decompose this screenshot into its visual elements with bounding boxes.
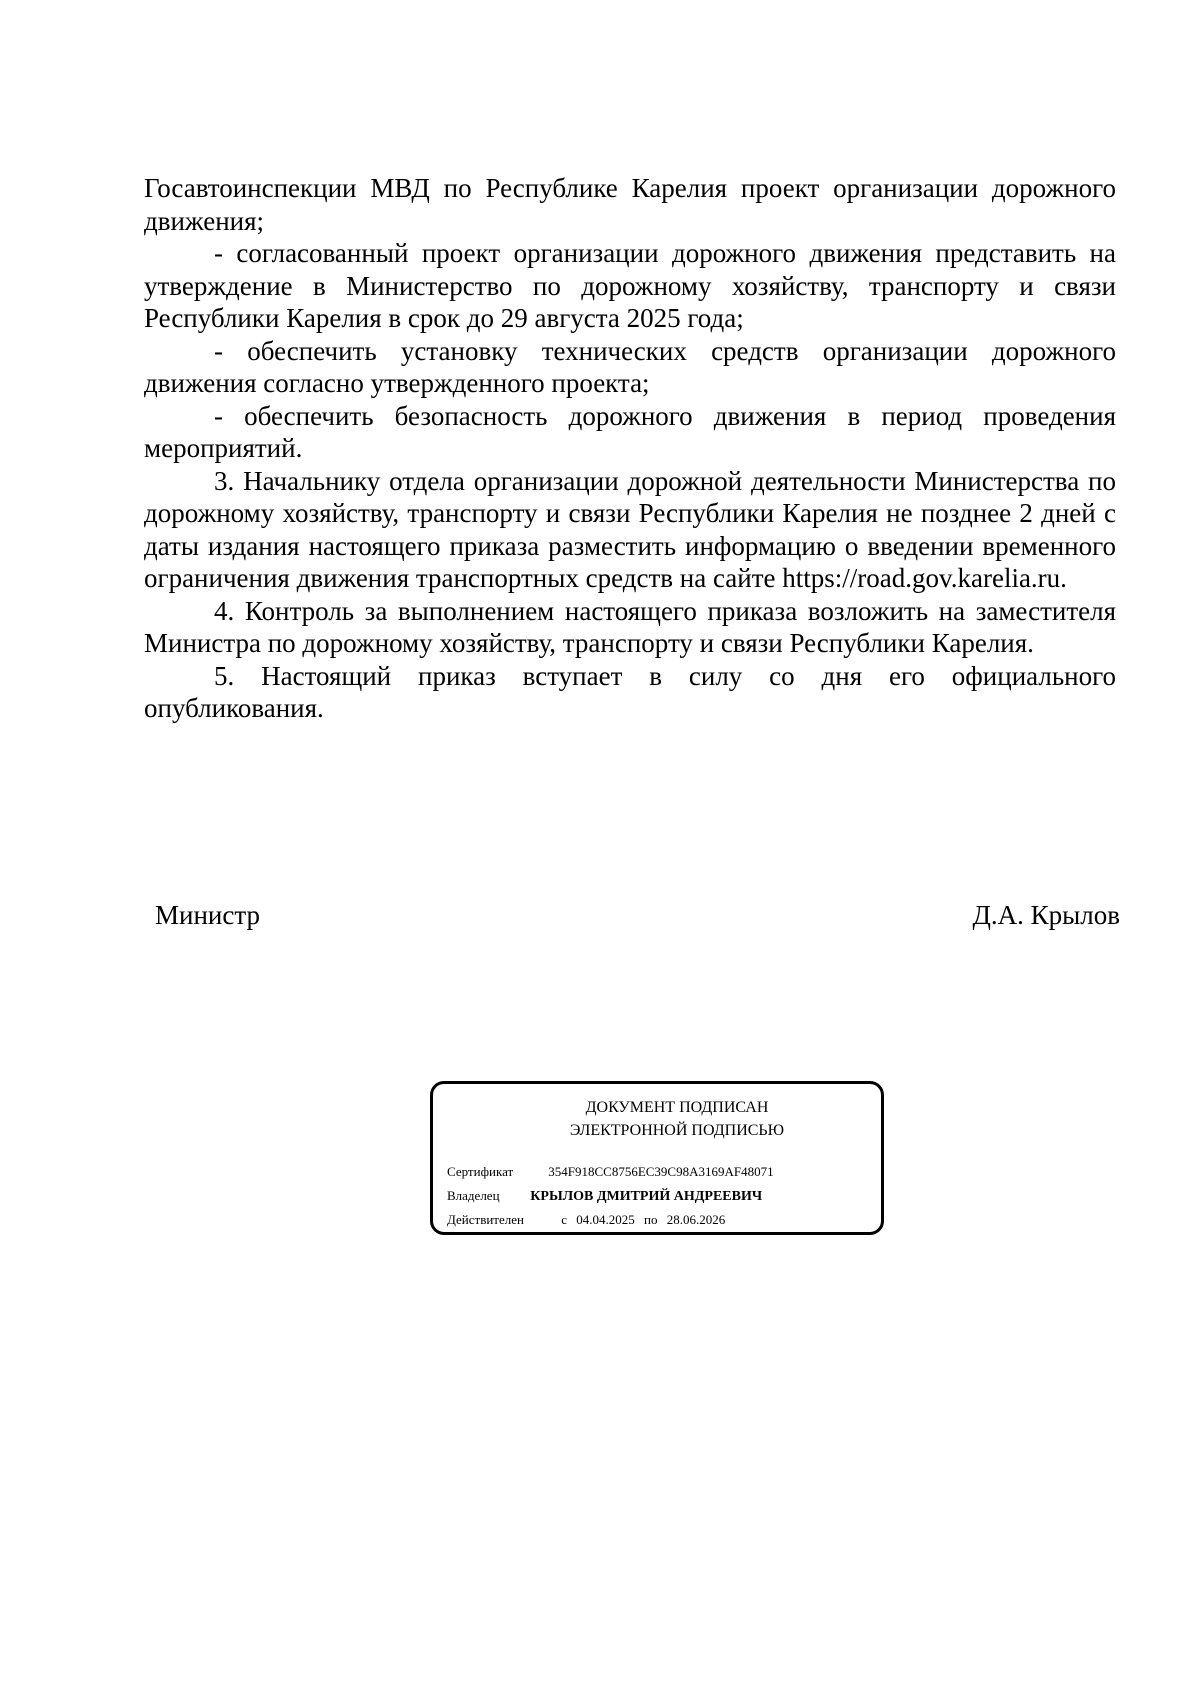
stamp-certificate-row xyxy=(447,1163,774,1181)
paragraph-2: - согласованный проект организации дорожного движения представить на утверждение в Министерство по дорожному хозяйству, транспорту и связи Республики Карелия в срок до 29 августа 2025 года; xyxy=(144,238,1116,333)
paragraph-7: 5. Настоящий приказ вступает в силу со дня его официального опубликования. xyxy=(144,660,1116,723)
signer-name: Д.А. Крылов xyxy=(972,900,1120,930)
stamp-heading-line-1: ДОКУМЕНТ ПОДПИСАН xyxy=(585,1099,769,1116)
valid-label: Действителен xyxy=(447,1212,524,1227)
owner-label: Владелец xyxy=(447,1188,500,1203)
owner-value: КРЫЛОВ ДМИТРИЙ АНДРЕЕВИЧ xyxy=(530,1189,763,1204)
certificate-value: 354F918CC8756EC39C98A3169AF48071 xyxy=(548,1164,774,1179)
electronic-signature-stamp xyxy=(430,1081,884,1235)
document-body xyxy=(144,172,1116,725)
signer-title: Министр xyxy=(155,900,260,930)
stamp-owner-row xyxy=(447,1187,762,1206)
stamp-heading-line-2: ЭЛЕКТРОННОЙ ПОДПИСЬЮ xyxy=(569,1122,785,1139)
paragraph-4: - обеспечить безопасность дорожного движения в период проведения мероприятий. xyxy=(144,400,1116,463)
valid-to-prefix: по xyxy=(644,1212,658,1227)
paragraph-6: 4. Контроль за выполнением настоящего приказа возложить на заместителя Министра по дорожному хозяйству, транспорту и связи Республики Карелия. xyxy=(144,595,1116,658)
stamp-heading xyxy=(433,1096,881,1142)
paragraph-5: 3. Начальнику отдела организации дорожной деятельности Министерства по дорожному хозяйству, транспорту и связи Республики Карелия не позднее 2 дней с даты издания настоящего приказа разместить информацию о введении временного ограничения движения транспортных средств на сайте https://road.gov.karelia.ru. xyxy=(144,465,1116,593)
paragraph-3: - обеспечить установку технических средств организации дорожного движения согласно утвержденного проекта; xyxy=(144,335,1116,398)
valid-from-prefix: с xyxy=(561,1212,568,1227)
valid-from-date: 04.04.2025 xyxy=(576,1212,635,1227)
valid-to-date: 28.06.2026 xyxy=(666,1212,726,1227)
paragraph-1: Госавтоинспекции МВД по Республике Карелия проект организации дорожного движения; xyxy=(144,173,1116,236)
stamp-validity-row xyxy=(447,1211,731,1229)
certificate-label: Сертификат xyxy=(447,1164,514,1179)
